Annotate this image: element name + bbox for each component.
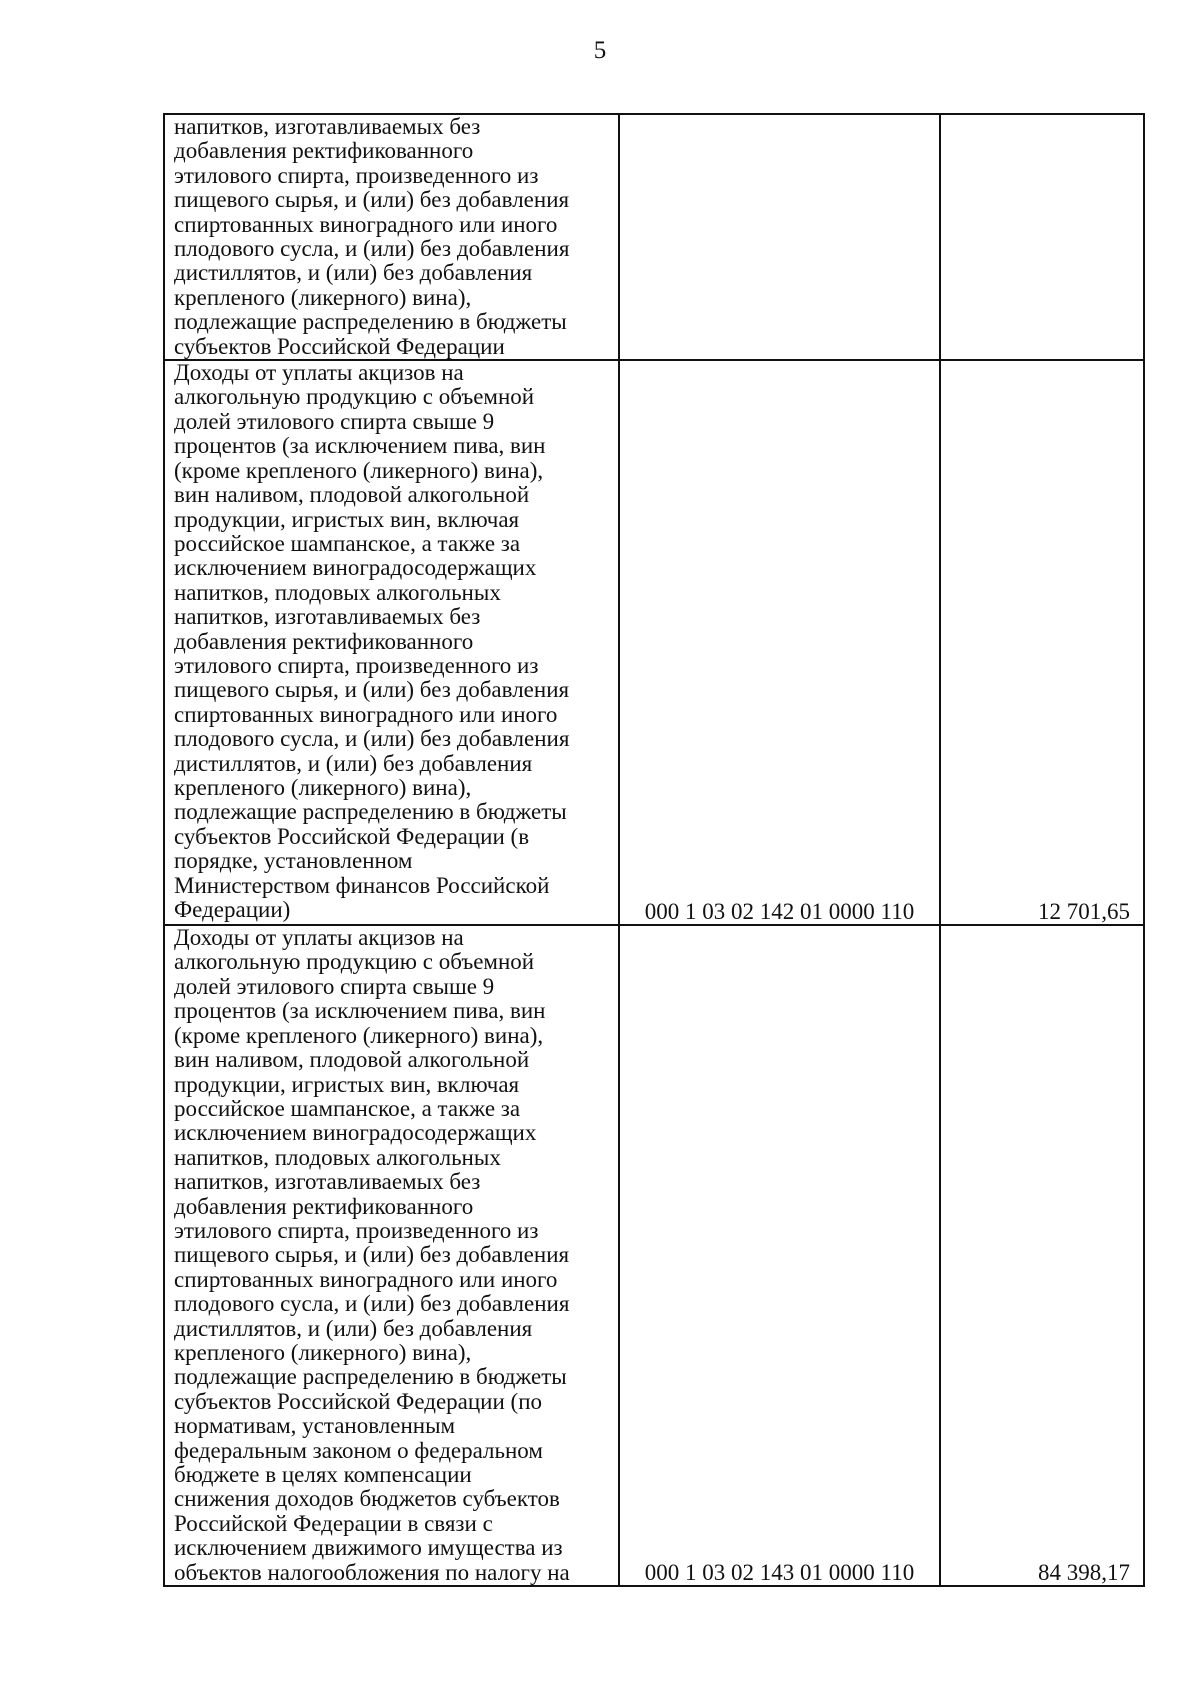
budget-code-cell [619, 114, 940, 360]
amount-cell [940, 114, 1144, 360]
table-row [164, 114, 1144, 360]
budget-code-cell: 000 1 03 02 142 01 0000 110 [619, 360, 940, 925]
revenue-description-cell: Доходы от уплаты акцизов на алкогольную продукцию с объемной долей этилового спирта свыше 9 процентов (за исключением пива, вин (кроме крепленого (ликерного) вина), вин наливом, плодовой алкогольной продукции, игристых вин, включая российское шампанское, а также за исключением виноградосодержащих напитков, плодовых алкогольных напитков, изготавливаемых без добавления ректификованного этилового спирта, произведенного из пищевого сырья, и (или) без добавления спиртованных виноградного или иного плодового сусла, и (или) без добавления дистиллятов, и (или) без добавления крепленого (ликерного) вина), подлежащие распределению в бюджеты субъектов Российской Федерации (по нормативам, установленным федеральным законом о федеральном бюджете в целях компенсации снижения доходов бюджетов субъектов Российской Федерации в связи с исключением движимого имущества из объектов налогообложения по налогу на [164, 925, 619, 1586]
page-number: 5 [593, 37, 607, 64]
table-row [164, 925, 1144, 1586]
revenue-description-cell: Доходы от уплаты акцизов на алкогольную продукцию с объемной долей этилового спирта свыше 9 процентов (за исключением пива, вин (кроме крепленого (ликерного) вина), вин наливом, плодовой алкогольной продукции, игристых вин, включая российское шампанское, а также за исключением виноградосодержащих напитков, плодовых алкогольных напитков, изготавливаемых без добавления ректификованного этилового спирта, произведенного из пищевого сырья, и (или) без добавления спиртованных виноградного или иного плодового сусла, и (или) без добавления дистиллятов, и (или) без добавления крепленого (ликерного) вина), подлежащие распределению в бюджеты субъектов Российской Федерации (в порядке, установленном Министерством финансов Российской Федерации) [164, 360, 619, 925]
budget-revenue-table [163, 113, 1145, 1587]
budget-code-cell: 000 1 03 02 143 01 0000 110 [619, 925, 940, 1586]
table-row [164, 360, 1144, 925]
amount-cell: 12 701,65 [940, 360, 1144, 925]
revenue-description-cell: напитков, изготавливаемых без добавления ректификованного этилового спирта, произведенного из пищевого сырья, и (или) без добавления спиртованных виноградного или иного плодового сусла, и (или) без добавления дистиллятов, и (или) без добавления крепленого (ликерного) вина), подлежащие распределению в бюджеты субъектов Российской Федерации [164, 114, 619, 360]
amount-cell: 84 398,17 [940, 925, 1144, 1586]
